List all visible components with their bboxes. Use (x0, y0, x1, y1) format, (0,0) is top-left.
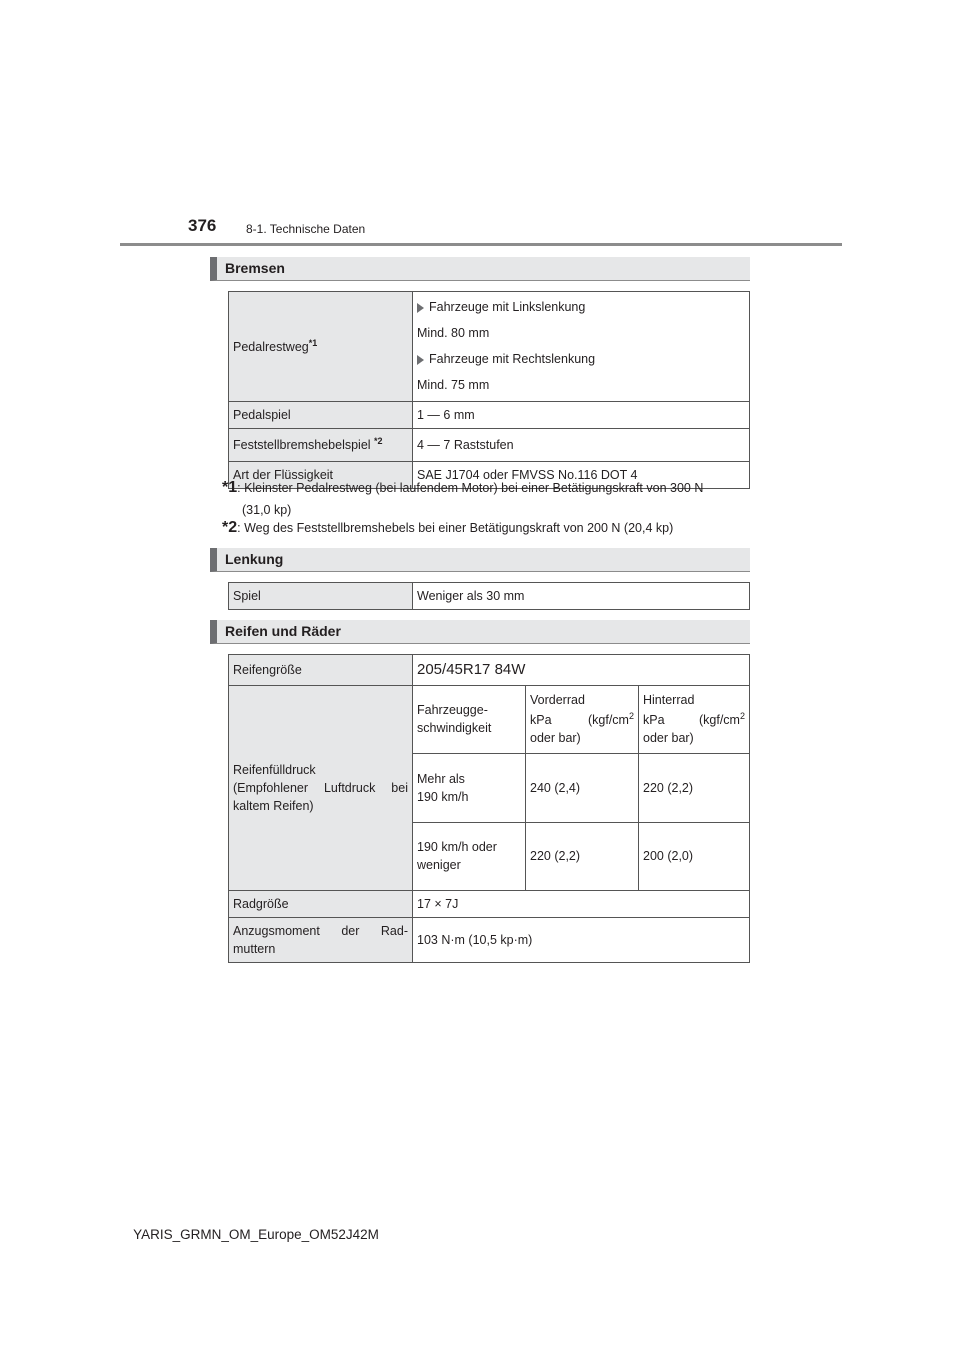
pedal-play-label: Pedalspiel (229, 401, 413, 428)
tires-table (228, 654, 750, 963)
parking-brake-label: Feststellbremshebelspiel $^{*2}$ (229, 428, 413, 461)
section-title: 8-1. Technische Daten (246, 222, 366, 236)
wheel-size-label: Radgröße (229, 890, 413, 917)
tire-size-label: Reifengröße (229, 655, 413, 686)
table-row (229, 890, 750, 917)
table-row (229, 655, 750, 686)
nut-torque-value: 103 N·m (10,5 kp·m) (413, 917, 750, 962)
col-header-front: Vorderrad kPa ($kgf/cm^2$ oder bar) (526, 685, 639, 753)
footnote-2: *2: Weg des Feststellbremshebels bei einer Betätigungskraft von 200 N (20,4 kp) (222, 519, 674, 536)
table-row (229, 292, 750, 402)
brakes-heading: Bremsen (210, 257, 750, 281)
table-row (229, 917, 750, 962)
header-rule (120, 243, 842, 246)
tire-size-value: 205/45R17 84W (413, 655, 750, 686)
table-row (229, 401, 750, 428)
table-row (229, 685, 750, 753)
table-row (229, 583, 750, 610)
pedal-play-value: 1 — 6 mm (413, 401, 750, 428)
fluid-label: Art der Flüssigkeit (229, 461, 413, 488)
steering-play-label: Spiel (229, 583, 413, 610)
table-row (229, 428, 750, 461)
parking-brake-value: 4 — 7 Raststufen (413, 428, 750, 461)
steering-heading: Lenkung (210, 548, 750, 572)
fluid-value: SAE J1704 oder FMVSS No.116 DOT 4 (413, 461, 750, 488)
tire-pressure-label: Reifenfülldruck (Empfohlener Luftdruck bei kaltem Reifen) (229, 685, 413, 890)
triangle-bullet-icon (417, 303, 424, 313)
footer-doc-code: YARIS_GRMN_OM_Europe_OM52J42M (133, 1227, 379, 1242)
rear-pressure-cell: 200 (2,0) (639, 822, 750, 890)
brakes-table (228, 291, 750, 489)
wheel-size-value: 17 × 7J (413, 890, 750, 917)
tires-heading: Reifen und Räder (210, 620, 750, 644)
col-header-speed: Fahrzeugge- schwindigkeit (413, 685, 526, 753)
page-number: 376 (188, 216, 217, 235)
pedal-travel-label: Pedalrestweg$^{*1}$ (229, 292, 413, 402)
speed-cell: Mehr als 190 km/h (413, 753, 526, 822)
nut-torque-label: Anzugsmoment der Rad- muttern (229, 917, 413, 962)
front-pressure-cell: 240 (2,4) (526, 753, 639, 822)
footnote-1: *1: Kleinster Pedalrestweg (bei laufendem Motor) bei einer Betätigungskraft von 300 N (31,0 kp) (222, 479, 704, 517)
triangle-bullet-icon (417, 355, 424, 365)
front-pressure-cell: 220 (2,2) (526, 822, 639, 890)
pedal-travel-value: Fahrzeuge mit Linkslenkung Mind. 80 mm Fahrzeuge mit Rechtslenkung Mind. 75 mm (413, 292, 750, 402)
steering-table (228, 582, 750, 610)
steering-play-value: Weniger als 30 mm (413, 583, 750, 610)
col-header-rear: Hinterrad kPa ($kgf/cm^2$ oder bar) (639, 685, 750, 753)
speed-cell: 190 km/h oder weniger (413, 822, 526, 890)
rear-pressure-cell: 220 (2,2) (639, 753, 750, 822)
